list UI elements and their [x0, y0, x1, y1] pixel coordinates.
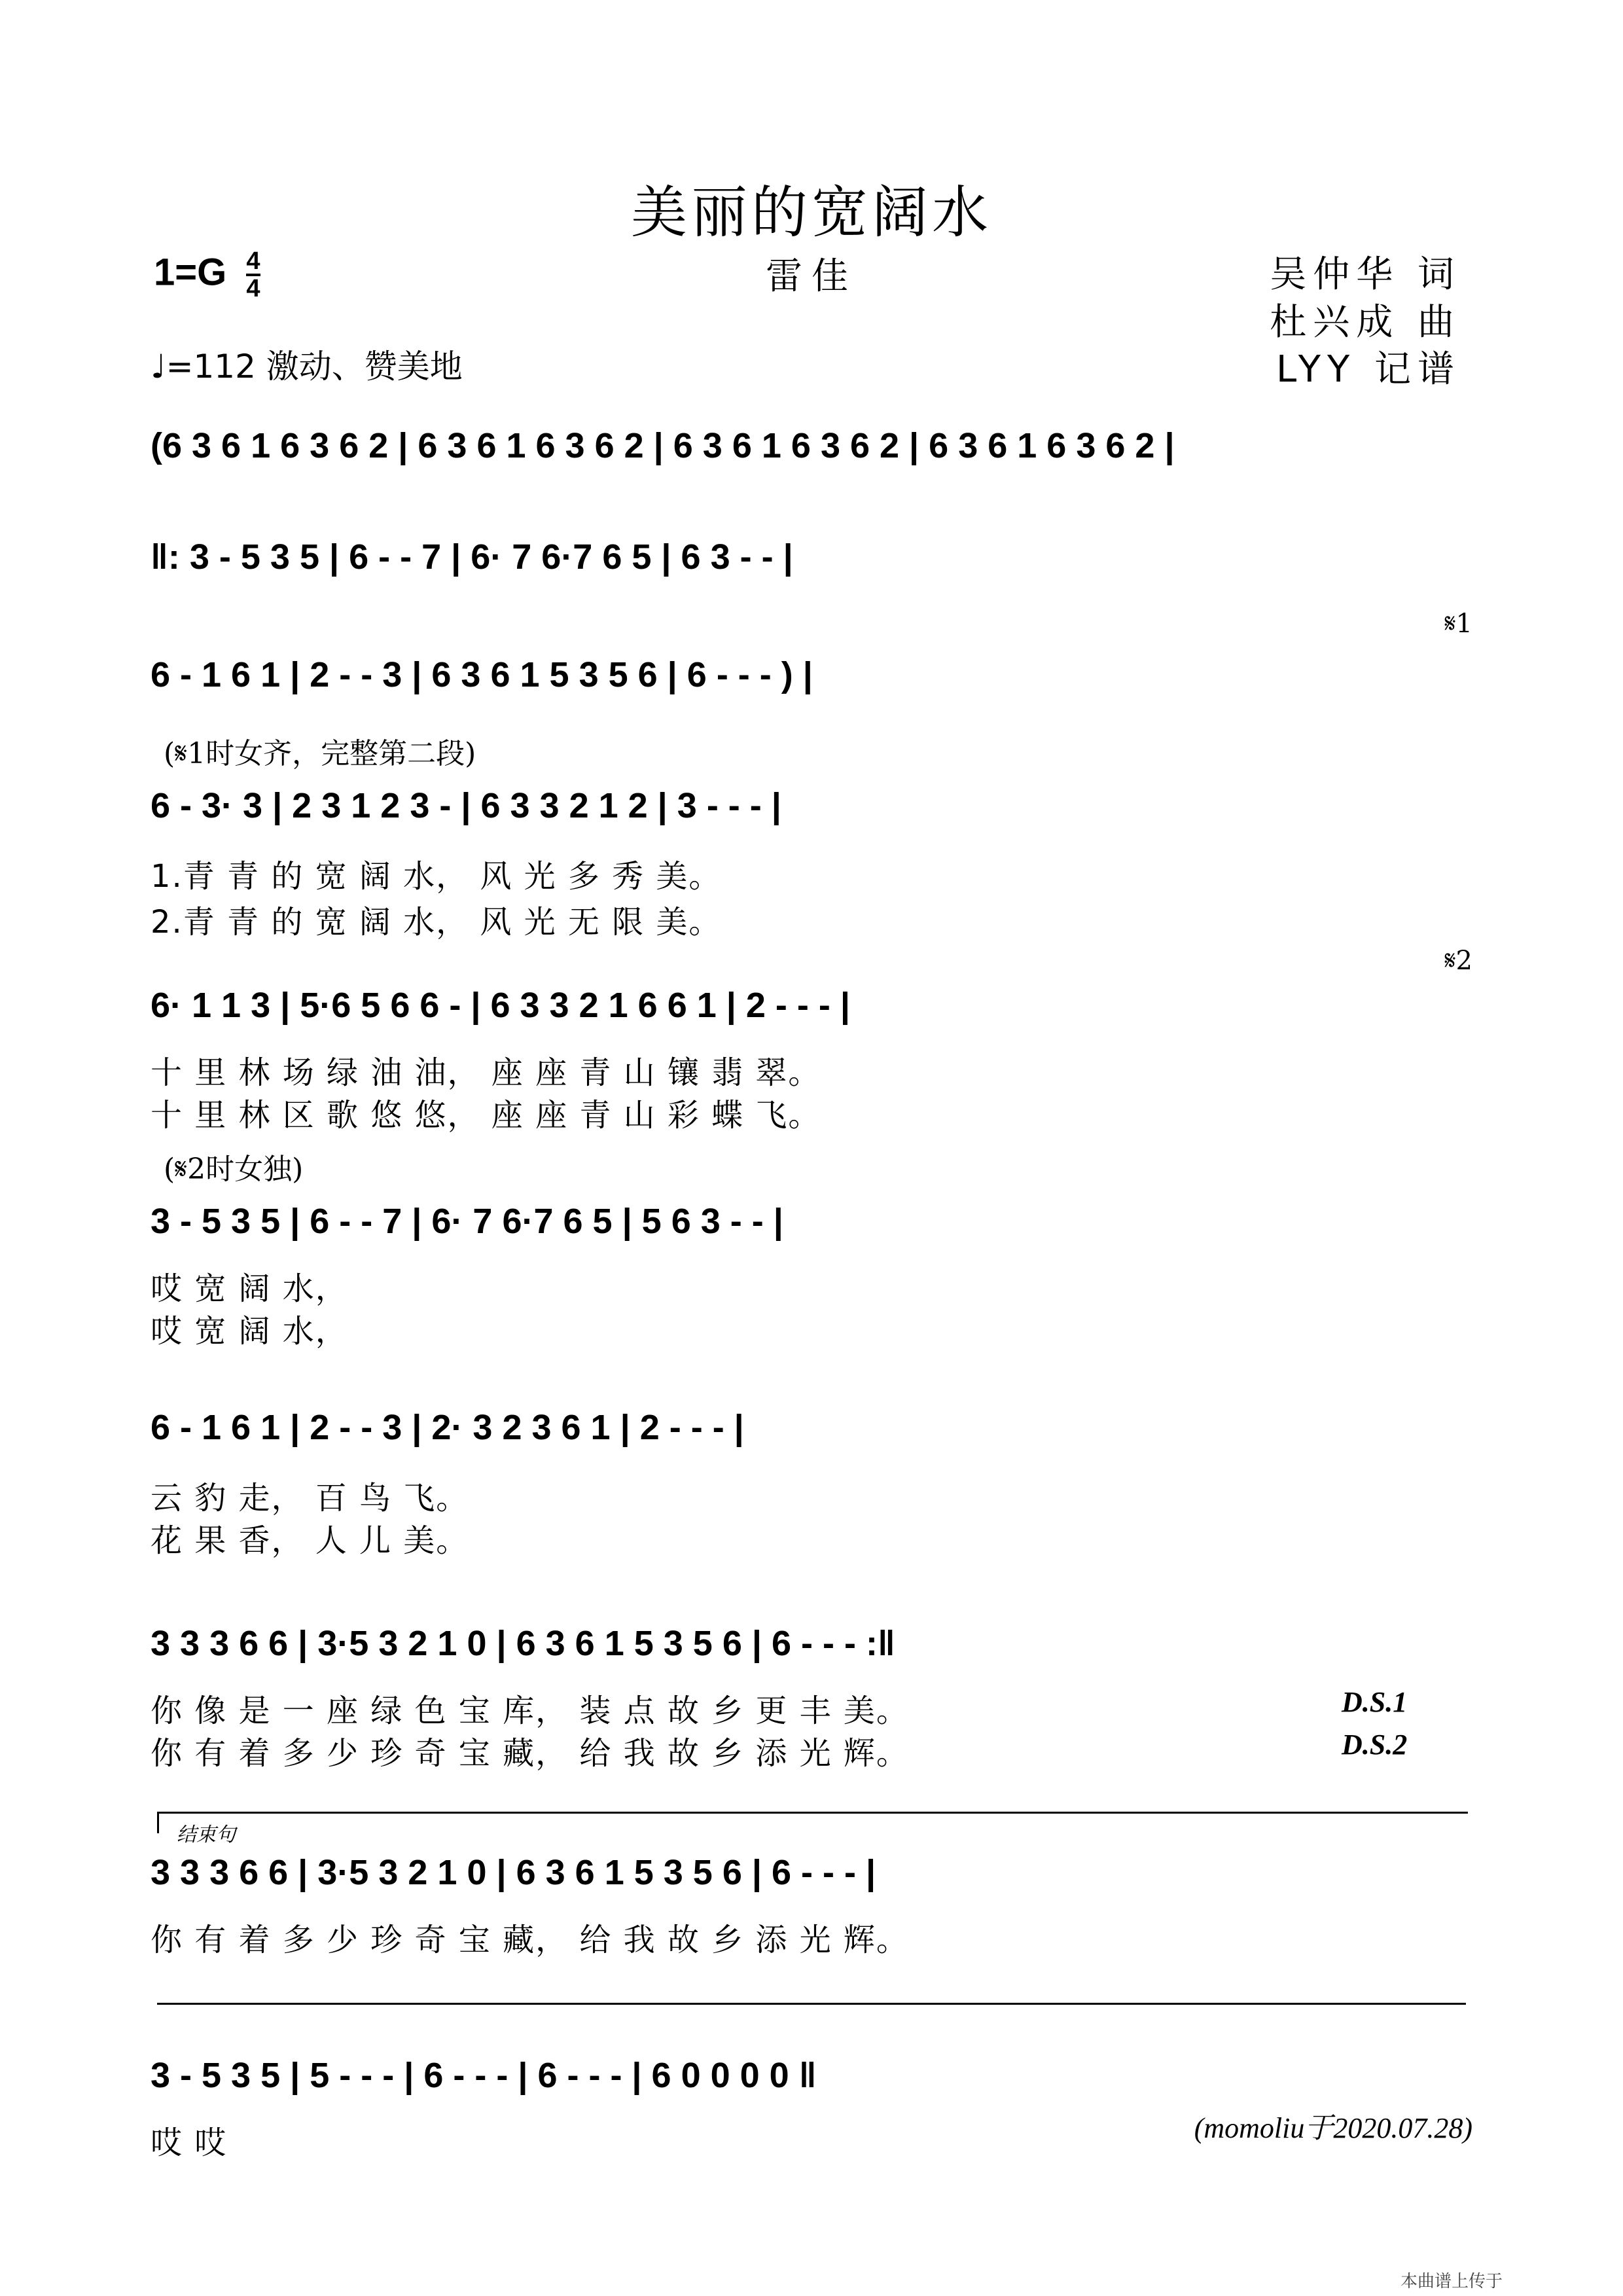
performance-note: (𝄋2时女独) — [164, 1153, 304, 1186]
notes-line: 6 - 1 6 1 | 2 - - 3 | 6 3 6 1 5 3 5 6 | 6 - - - ) | — [151, 655, 813, 694]
lyrics-verse-2: 你 有 着 多 少 珍 奇 宝 藏， 给 我 故 乡 添 光 辉。 — [151, 1735, 909, 1772]
lyrics-verse-1: 你 有 着 多 少 珍 奇 宝 藏， 给 我 故 乡 添 光 辉。 — [151, 1922, 909, 1958]
key-label: 1=G — [154, 251, 227, 294]
notes-line: 6 - 1 6 1 | 2 - - 3 | 2· 3 2 3 6 1 | 2 - - - | — [151, 1408, 744, 1447]
ending-label: 结束句 — [177, 1823, 236, 1846]
notes-line: 3 3 3 6 6 | 3·5 3 2 1 0 | 6 3 6 1 5 3 5 6 | 6 - - - | — [151, 1853, 876, 1892]
segno-mark: 𝄋2 — [1444, 946, 1472, 976]
time-bottom: 4 — [246, 275, 260, 302]
lyrics-verse-1: 哎 哎 — [151, 2125, 228, 2161]
composer-credit: 杜兴成 曲 — [1270, 301, 1461, 344]
transcription-date: (momoliu于2020.07.28) — [1194, 2112, 1472, 2144]
tempo-marking: ♩=112 激动、赞美地 — [151, 348, 463, 386]
notes-line: 6· 1 1 3 | 5·6 5 6 6 - | 6 3 3 2 1 6 6 1 | 2 - - - | — [151, 986, 850, 1025]
ending-bracket — [157, 1812, 1468, 1833]
lyrics-verse-1: 你 像 是 一 座 绿 色 宝 库， 装 点 故 乡 更 丰 美。 — [151, 1693, 909, 1729]
lyrics-verse-1: 1.青 青 的 宽 阔 水， 风 光 多 秀 美。 — [151, 858, 722, 895]
lyrics-verse-1: 哎 宽 阔 水， — [151, 1270, 348, 1307]
notes-line: 3 - 5 3 5 | 5 - - - | 6 - - - | 6 - - - | 6 0 0 0 0 ‖ — [151, 2056, 817, 2095]
dal-segno-2: D.S.2 — [1342, 1729, 1408, 1761]
notes-line: (6 3 6 1 6 3 6 2 | 6 3 6 1 6 3 6 2 | 6 3 6 1 6 3 6 2 | 6 3 6 1 6 3 6 2 | — [151, 426, 1175, 465]
lyrics-verse-2: 花 果 香， 人 儿 美。 — [151, 1522, 469, 1559]
divider-line — [157, 2003, 1466, 2005]
lyricist-credit: 吴仲华 词 — [1270, 253, 1461, 296]
time-top: 4 — [246, 247, 260, 275]
notes-line: 3 3 3 6 6 | 3·5 3 2 1 0 | 6 3 6 1 5 3 5 6 | 6 - - - :‖ — [151, 1624, 895, 1663]
lyrics-verse-1: 十 里 林 场 绿 油 油， 座 座 青 山 镶 翡 翠。 — [151, 1054, 821, 1091]
performance-note: (𝄋1时女齐，完整第二段) — [164, 737, 476, 770]
lyrics-verse-1: 云 豹 走， 百 鸟 飞。 — [151, 1480, 469, 1516]
notes-line: 3 - 5 3 5 | 6 - - 7 | 6· 7 6·7 6 5 | 5 6 3 - - | — [151, 1202, 783, 1241]
lyrics-verse-2: 2.青 青 的 宽 阔 水， 风 光 无 限 美。 — [151, 904, 722, 941]
lyrics-verse-2: 十 里 林 区 歌 悠 悠， 座 座 青 山 彩 蝶 飞。 — [151, 1097, 821, 1134]
key-signature — [154, 249, 260, 301]
notes-line: ‖: 3 - 5 3 5 | 6 - - 7 | 6· 7 6·7 6 5 | 6 3 - - | — [151, 537, 793, 577]
time-signature — [246, 249, 260, 301]
page-title: 美丽的宽阔水 — [631, 180, 992, 245]
singer-name: 雷佳 — [766, 255, 857, 298]
segno-mark: 𝄋1 — [1444, 609, 1472, 639]
lyrics-verse-2: 哎 宽 阔 水， — [151, 1313, 348, 1350]
watermark-text: 本曲谱上传于 — [1400, 2272, 1503, 2291]
transcriber-credit: LYY 记谱 — [1276, 348, 1461, 391]
notes-line: 6 - 3· 3 | 2 3 1 2 3 - | 6 3 3 2 1 2 | 3 - - - | — [151, 786, 781, 825]
dal-segno-1: D.S.1 — [1342, 1686, 1408, 1718]
